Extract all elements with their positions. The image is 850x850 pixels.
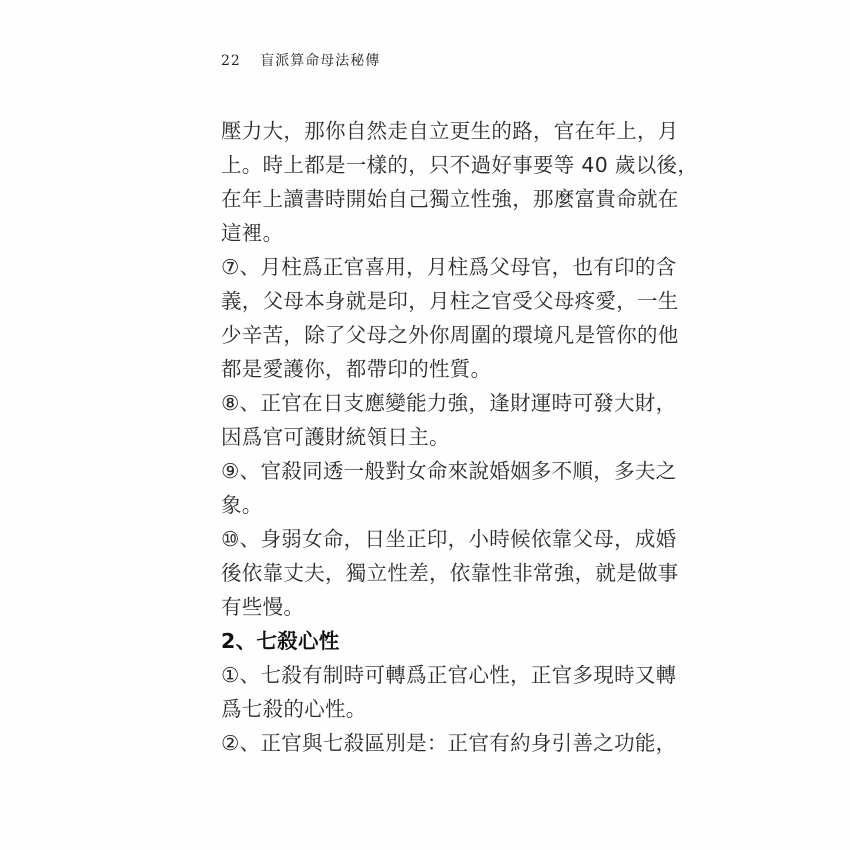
list-item-2: ②、正官與七殺區別是：正官有約身引善之功能，	[221, 731, 677, 755]
text-line: 都是愛護你，都帶印的性質。	[221, 357, 492, 381]
text-line: 上。時上都是一樣的，只不過好事要等 40 歲以後，	[221, 153, 699, 177]
list-item-8: ⑧、正官在日支應變能力強，逢財運時可發大財，	[221, 391, 677, 415]
list-item-10: ⑩、身弱女命，日坐正印，小時候依靠父母，成婚	[221, 527, 677, 551]
running-header	[221, 50, 380, 70]
page-number: 22	[221, 53, 241, 69]
list-item-1: ①、七殺有制時可轉爲正官心性，正官多現時又轉	[221, 663, 677, 687]
text-line: 壓力大，那你自然走自立更生的路，官在年上，月	[221, 119, 679, 143]
list-item-9: ⑨、官殺同透一般對女命來說婚姻多不順，多夫之	[221, 459, 677, 483]
book-title: 盲派算命母法秘傳	[260, 53, 381, 69]
text-line: 象。	[221, 493, 263, 517]
text-line: 有些慢。	[221, 595, 305, 619]
text-line: 後依靠丈夫，獨立性差，依靠性非常強，就是做事	[221, 561, 679, 585]
text-line: 在年上讀書時開始自己獨立性強，那麼富貴命就在	[221, 187, 679, 211]
text-line: 這裡。	[221, 221, 284, 245]
text-line: 少辛苦，除了父母之外你周圍的環境凡是管你的他	[221, 323, 679, 347]
section-heading: 2、七殺心性	[221, 629, 340, 653]
text-line: 爲七殺的心性。	[221, 697, 367, 721]
list-item-7: ⑦、月柱爲正官喜用，月柱爲父母官，也有印的含	[221, 255, 677, 279]
body-text	[221, 114, 699, 760]
text-line: 因爲官可護財統領日主。	[221, 425, 450, 449]
text-line: 義，父母本身就是印，月柱之官受父母疼愛，一生	[221, 289, 679, 313]
